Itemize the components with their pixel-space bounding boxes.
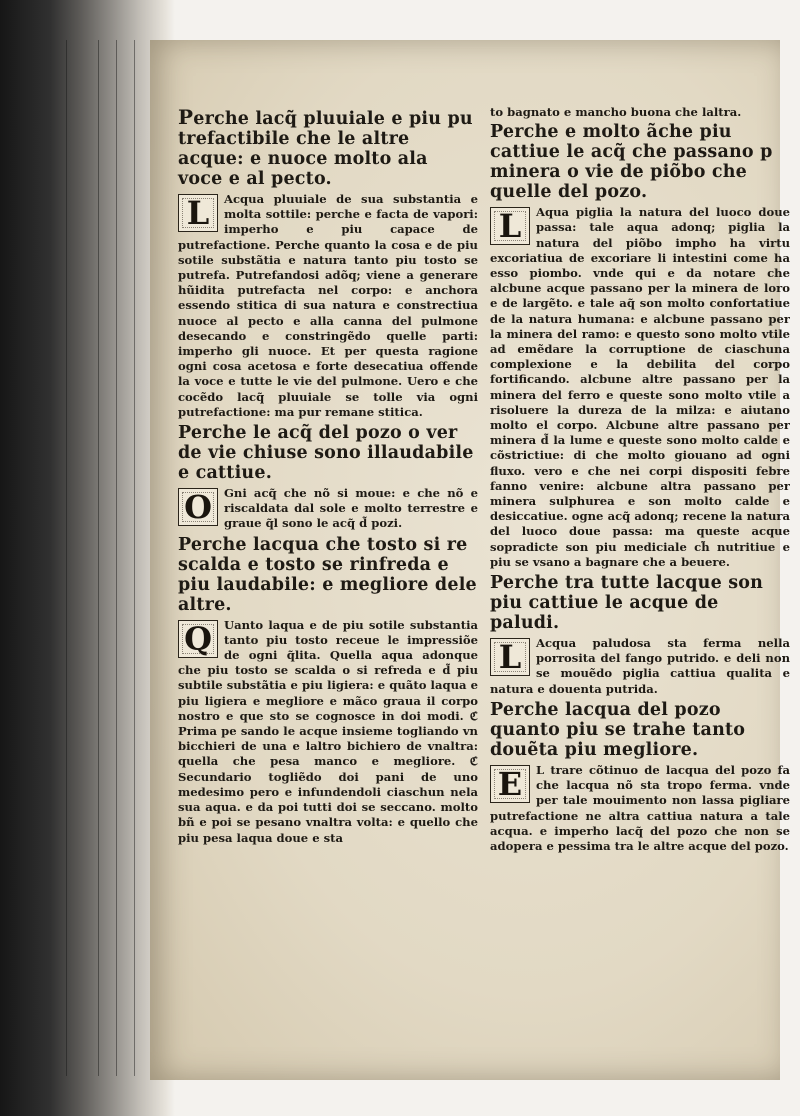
body-paragraph: Aqua piglia la natura del luoco doue passa: tale aqua adonq; piglia la natura del piõbo impho ha virtu excoriatiua de excoriare li intestini come ha esso piombo. vnde qui e da notare che alcbune acque passano per la minera de loro e de largẽto. e tale aq̃ son molto confortatiue de la natura humana: e alcbune passano per la minera del ramo: e questo sono molto vtile ad emẽdare la corruptione de ciaschuna complexione e la debilita del corpo fortificando. alcbune altre passano per la minera del ferro e queste sono molto vtile a risoluere la dureza de la milza: e aiutano molto el corpo. Alcbune altre passano per minera d̃ la lume e queste sono molto calde e cõstrictiue: di che molto giouano ad ogni fluxo. vero e che nei corpi dispositi febre fanno venire: alcbune altra passano per minera sulphurea e son molto calde e desiccatiue. ogne acq̃ adonq; recene la natura del luoco doue passa: ma queste acque sopradicte son piu mediciale ch̃ nutritiue e piu se vsano a bagnare che a beuere. [490, 205, 790, 569]
paragraph-block [178, 618, 478, 847]
decorated-initial: L [490, 207, 530, 245]
chapter-heading: Perche e molto ãche piu cattiue le acq̃ che passano p minera o vie de piõbo che quelle del pozo. [490, 122, 773, 203]
book-binding-shadow [0, 0, 175, 1116]
binding-rule [116, 40, 117, 1076]
body-paragraph: Acqua paludosa sta ferma nella porrosita del fango putrido. e deli non se mouẽdo piglia cattiua qualita e natura e douenta putrida. [490, 636, 790, 696]
decorated-initial: O [178, 488, 218, 526]
chapter-heading: Perche le acq̃ del pozo o ver de vie chiuse sono illaudabile e cattiue. [178, 423, 474, 484]
decorated-initial: L [178, 194, 218, 232]
binding-rule [134, 40, 135, 1076]
body-paragraph: to bagnato e mancho buona che laltra. [490, 105, 742, 119]
body-paragraph: L trare cõtinuo de lacqua del pozo fa che lacqua nõ sta tropo ferma. vnde per tale mouimento non lassa pigliare putrefactione ne altra cattiua natura a tale acqua. e imperho lacq̃ del pozo che non se adopera e pessima tra le altre acque del pozo. [490, 762, 790, 853]
chapter-heading: Perche lacqua del pozo quanto piu se trahe tanto douẽta piu megliore. [490, 699, 746, 760]
paragraph-block [178, 486, 478, 533]
decorated-initial: Q [178, 620, 218, 658]
paragraph-block [178, 192, 478, 421]
binding-rule [66, 40, 67, 1076]
paragraph-block [490, 763, 790, 855]
chapter-heading: Perche tra tutte lacque son piu cattiue le acque de paludi. [490, 573, 764, 634]
body-paragraph: Acqua pluuiale de sua substantia e molta sottile: perche e facta de vapori: imperho e piu capace de putrefactione. Perche quanto la cosa e de piu sotile substãtia e natura tanto piu tosto se putrefa. Putrefandosi adõq; viene a generare hũidita putrefacta nel corpo: e anchora essendo stitica di sua natura e constrectiua nuoce al pecto e alla canna del pulmone desecando e constringẽdo quelle parti: imperho gli nuoce. Et per questa ragione ogni cosa acetosa e forte desecatiua offende la voce e tutte le vie del pulmone. Uero e che cocẽdo lacq̃ pluuiale se tolle via ogni putrefactione: ma pur remane stitica. [178, 192, 478, 419]
body-paragraph: Uanto laqua e de piu sotile substantia tanto piu tosto receue le impressiõe de ogni q̃lita. Quella aqua adonque che piu tosto se scalda o si refreda e d̃ piu subtile substãtia e piu ligiera: e quãto laqua e piu ligiera e megliore e mãco graua il corpo nostro e que sto se cognosce in doi modi. ℭ Prima pe sando le acque insieme togliando vn bicchieri de una e laltro bichiero de vnaltra: quella che pesa manco e megliore. ℭ Secundario togliẽdo doi pani de uno medesimo pero e infundendoli ciaschun nela sua aqua. e da poi tutti doi se seccano. molto bñ e poi se pesano vnaltra volta: e quello che piu pesa laqua doue e sta [178, 617, 478, 845]
paragraph-block [490, 636, 790, 698]
decorated-initial: E [490, 765, 530, 803]
decorated-initial: L [490, 638, 530, 676]
paragraph-block [490, 205, 790, 571]
binding-rule [98, 40, 99, 1076]
chapter-heading: Perche lacq̃ pluuiale e piu pu trefactibile che le altre acque: e nuoce molto ala voce e al pecto. [178, 105, 473, 189]
right-text-column [490, 105, 790, 856]
body-paragraph: Gni acq̃ che nõ si moue: e che nõ e riscaldata dal sole e molto terrestre e graue q̃l sono le acq̃ d̃ pozi. [224, 486, 478, 531]
left-text-column [178, 105, 478, 848]
chapter-heading: Perche lacqua che tosto si re scalda e tosto se rinfreda e piu laudabile: e megliore dele altre. [178, 534, 477, 615]
